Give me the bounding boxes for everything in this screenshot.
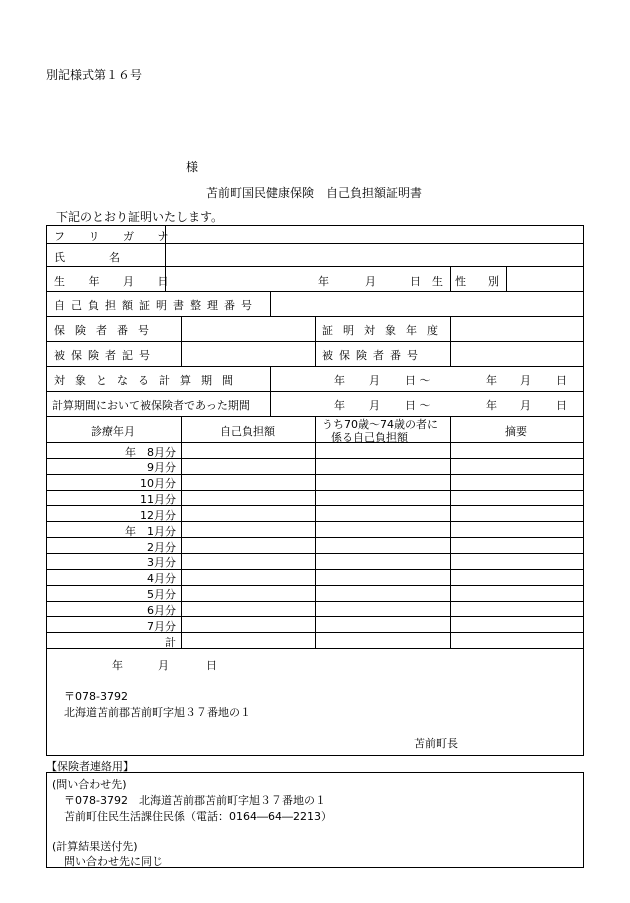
label-birth-date: 生 年 月 日: [54, 275, 179, 288]
birth-date-year: 年: [318, 275, 329, 288]
birth-date-suffix: 生: [432, 275, 443, 288]
row-month-label: 10月分: [140, 477, 176, 490]
inquiry-label: (問い合わせ先): [52, 778, 127, 791]
calc-period-end-month: 月: [520, 374, 531, 387]
issuer-address: 北海道苫前郡苫前町字旭３７番地の１: [64, 706, 251, 719]
label-furigana: フ リ ガ ナ: [54, 230, 179, 243]
birth-date-day: 日: [410, 275, 421, 288]
row-month-label: 年 1月分: [125, 525, 176, 538]
issue-month: 月: [158, 659, 169, 672]
label-sex: 性: [455, 275, 466, 288]
calc-period-start-day: 日 ～: [405, 374, 431, 387]
insured-period-end-year: 年: [486, 399, 497, 412]
calc-period-start-month: 月: [369, 374, 380, 387]
row-month-label: 6月分: [147, 604, 176, 617]
contact-heading: 【保険者連絡用】: [46, 760, 134, 773]
label-insurer-number: 保険者番号: [54, 324, 159, 337]
issuer-postal: 〒078-3792: [64, 690, 128, 703]
header-amount: 自己負担額: [220, 425, 275, 438]
row-month-label: 計: [165, 636, 176, 649]
insured-period-start-year: 年: [334, 399, 345, 412]
row-month-label: 7月分: [147, 620, 176, 633]
send-label: (計算結果送付先): [52, 840, 138, 853]
send-value: 問い合わせ先に同じ: [64, 855, 163, 868]
calc-period-end-day: 日: [556, 374, 567, 387]
row-month-label: 11月分: [140, 493, 176, 506]
calc-period-start-year: 年: [334, 374, 345, 387]
intro-text: 下記のとおり証明いたします。: [56, 210, 224, 224]
header-remarks: 摘要: [505, 425, 527, 438]
insured-period-start-day: 日 ～: [405, 399, 431, 412]
header-elderly-2: 係る自己負担額: [331, 431, 408, 444]
birth-date-month: 月: [365, 275, 376, 288]
insured-period-end-month: 月: [520, 399, 531, 412]
label-sex-2: 別: [488, 275, 499, 288]
header-elderly-1: うち70歳～74歳の者に: [322, 418, 438, 431]
label-certificate-number: 自己負担額証明書整理番号: [54, 299, 258, 312]
row-month-label: 12月分: [140, 509, 176, 522]
label-calc-period: 対象となる計算期間: [54, 374, 243, 387]
addressee-suffix: 様: [186, 160, 199, 174]
inquiry-address: 〒078-3792 北海道苫前郡苫前町字旭３７番地の１: [64, 794, 326, 807]
insured-period-end-day: 日: [556, 399, 567, 412]
row-month-label: 4月分: [147, 572, 176, 585]
row-month-label: 9月分: [147, 461, 176, 474]
label-name: 氏 名: [54, 251, 120, 264]
label-insured-period: 計算期間において被保険者であった期間: [52, 399, 250, 412]
issue-year: 年: [112, 659, 123, 672]
calc-period-end-year: 年: [486, 374, 497, 387]
row-month-label: 2月分: [147, 541, 176, 554]
row-month-label: 年 8月分: [125, 446, 176, 459]
row-month-label: 5月分: [147, 588, 176, 601]
insured-period-start-month: 月: [369, 399, 380, 412]
row-month-label: 3月分: [147, 556, 176, 569]
header-month: 診療年月: [91, 425, 135, 438]
issuer-name: 苫前町長: [414, 737, 458, 750]
inquiry-dept: 苫前町住民生活課住民係（電話：0164―64―2213）: [64, 810, 332, 823]
label-insured-symbol: 被保険者記号: [54, 349, 156, 362]
label-cert-year: 証明対象年度: [322, 324, 448, 337]
document-title: 苫前町国民健康保険 自己負担額証明書: [206, 186, 423, 200]
label-insured-number: 被保険者番号: [322, 349, 424, 362]
form-number: 別記様式第１６号: [46, 68, 143, 82]
issue-day: 日: [206, 659, 217, 672]
